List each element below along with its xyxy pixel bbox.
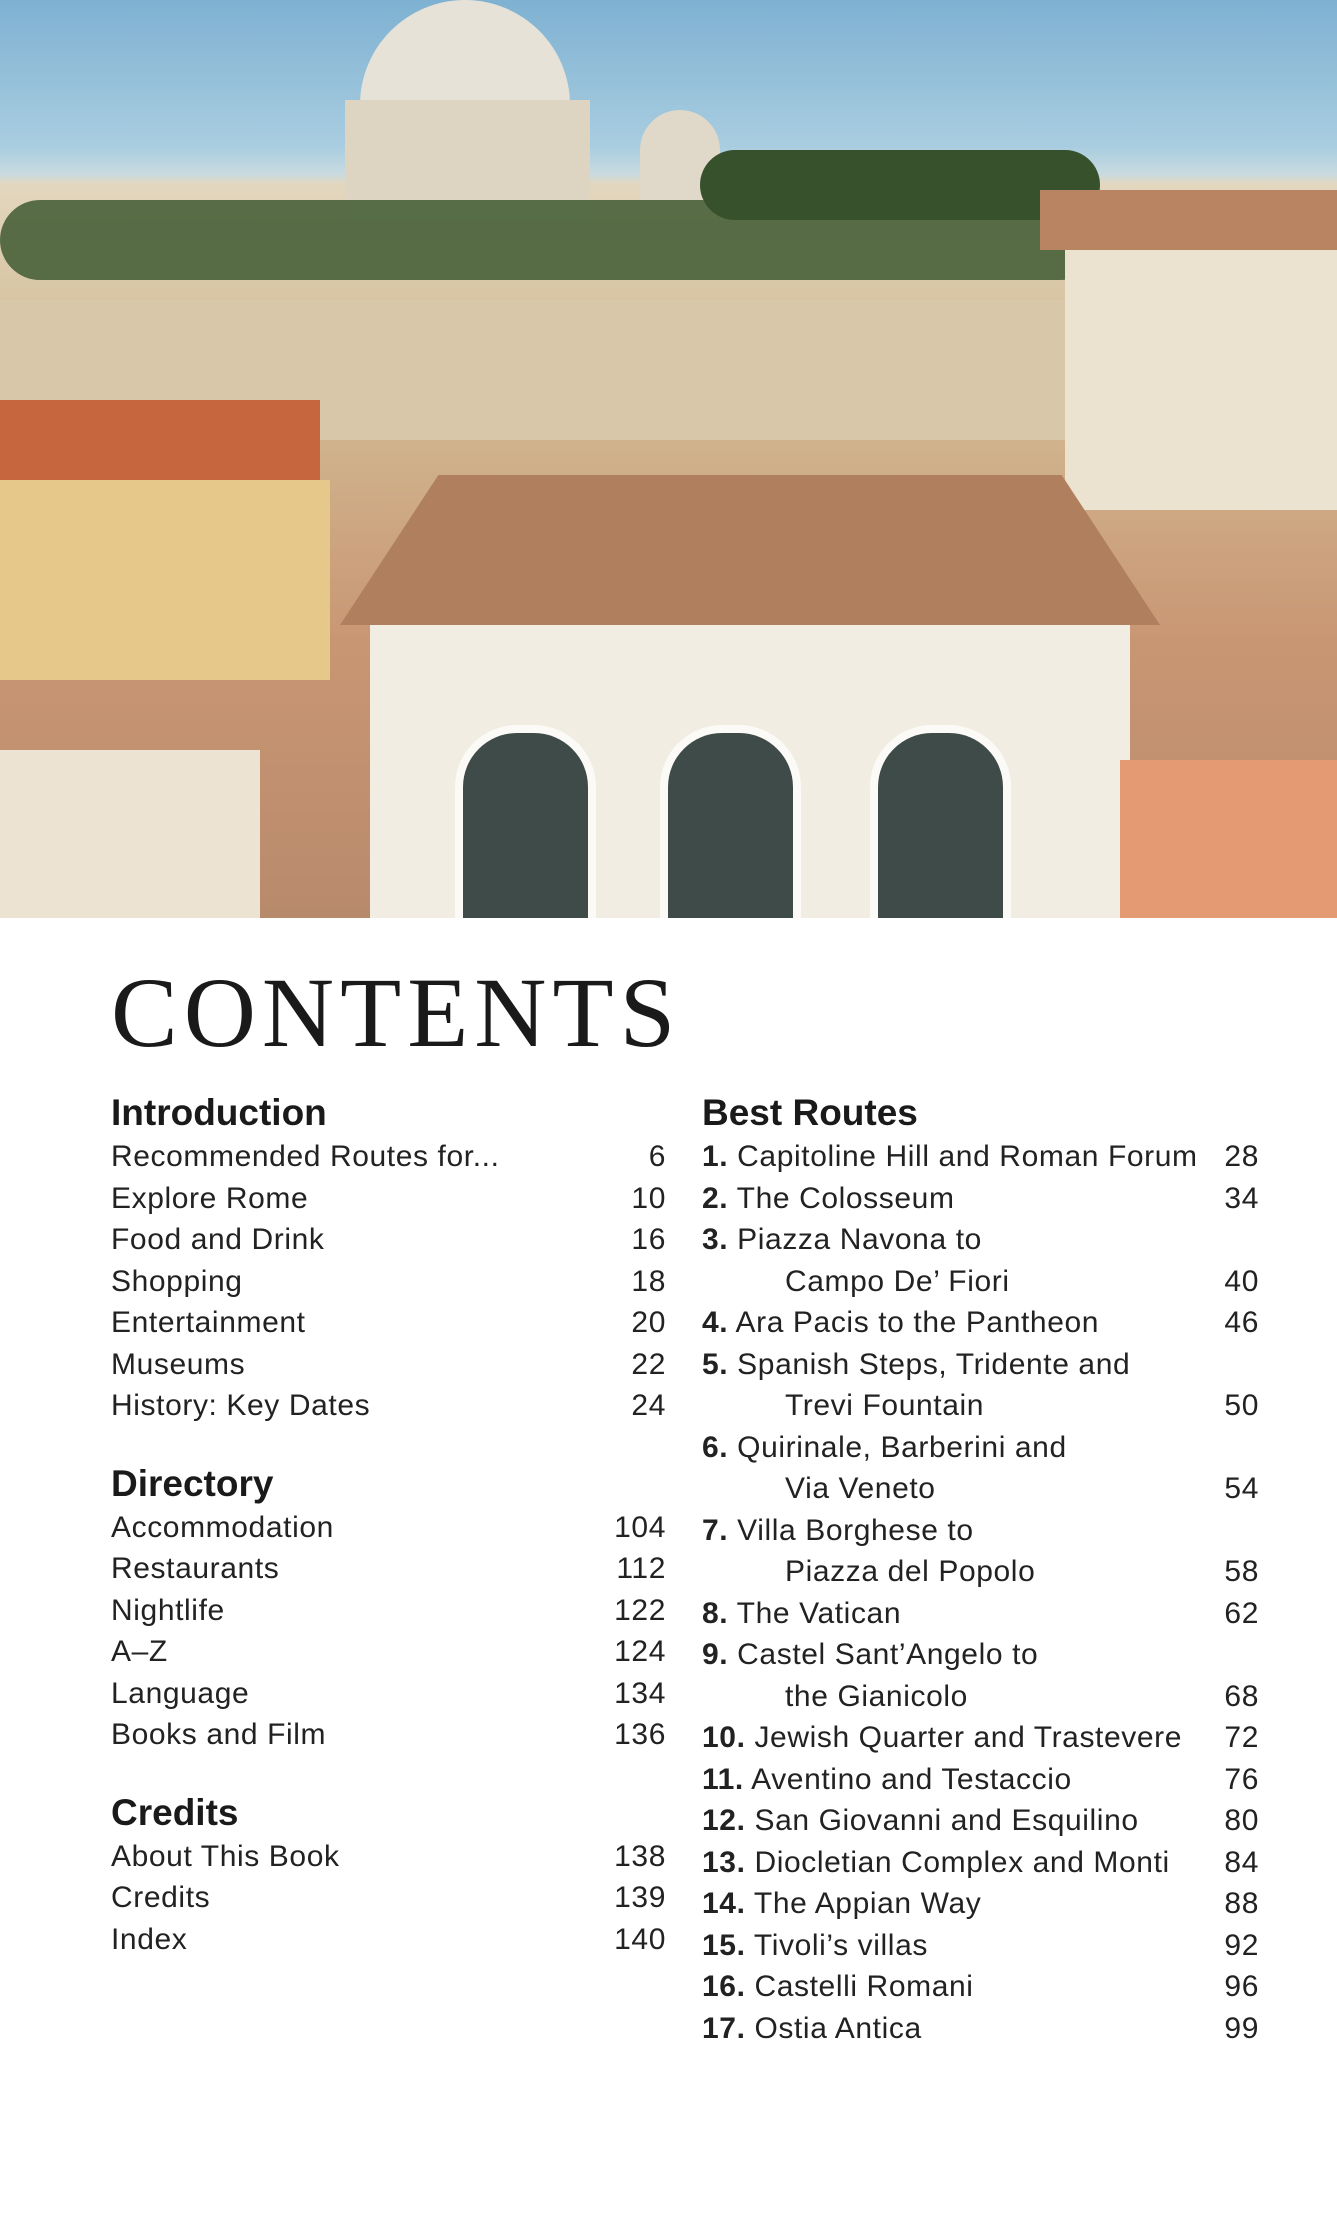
toc-entry[interactable] bbox=[111, 1673, 666, 1715]
entry-label: About This Book bbox=[111, 1839, 340, 1873]
entry-page: 124 bbox=[614, 1635, 666, 1668]
entry-label: Books and Film bbox=[111, 1718, 327, 1751]
route-entry[interactable] bbox=[702, 1510, 1259, 1552]
toc-entry[interactable] bbox=[111, 1136, 666, 1178]
entry-label: Shopping bbox=[111, 1264, 243, 1298]
route-number: 4. bbox=[702, 1306, 729, 1339]
entry-label: Recommended Routes for... bbox=[111, 1140, 500, 1173]
route-label: Tivoli’s villas bbox=[753, 1928, 928, 1962]
route-number: 15. bbox=[702, 1928, 746, 1962]
section-heading: Introduction bbox=[111, 1092, 327, 1133]
entry-label: A–Z bbox=[111, 1635, 168, 1668]
route-page: 54 bbox=[1224, 1472, 1259, 1505]
entry-page: 22 bbox=[631, 1347, 666, 1381]
route-label: Jewish Quarter and Trastevere bbox=[754, 1721, 1183, 1754]
route-label: Villa Borghese to bbox=[737, 1513, 974, 1547]
route-entry[interactable] bbox=[702, 1759, 1259, 1801]
route-number: 2. bbox=[702, 1181, 729, 1215]
entry-page: 136 bbox=[614, 1718, 666, 1751]
entry-label: History: Key Dates bbox=[111, 1389, 371, 1422]
route-page: 62 bbox=[1224, 1596, 1259, 1630]
tower bbox=[1065, 230, 1337, 510]
route-label: San Giovanni and Esquilino bbox=[754, 1804, 1139, 1837]
toc-entry[interactable] bbox=[111, 1385, 666, 1427]
entry-page: 18 bbox=[631, 1264, 666, 1298]
entry-page: 140 bbox=[614, 1922, 666, 1956]
route-label: Spanish Steps, Tridente and bbox=[737, 1347, 1131, 1381]
route-page: 50 bbox=[1224, 1389, 1259, 1422]
yellow-building bbox=[0, 480, 330, 680]
route-number: 11. bbox=[702, 1762, 744, 1796]
section-gap bbox=[111, 1756, 666, 1790]
toc-entry[interactable] bbox=[111, 1261, 666, 1303]
entry-label: Credits bbox=[111, 1881, 211, 1914]
route-number: 10. bbox=[702, 1721, 746, 1754]
rome-rooftops-photo bbox=[0, 0, 1337, 918]
entry-page: 112 bbox=[616, 1552, 666, 1585]
route-label: Piazza Navona to bbox=[737, 1223, 982, 1256]
route-number: 8. bbox=[702, 1596, 729, 1630]
route-entry[interactable] bbox=[702, 1966, 1259, 2008]
entry-label: Accommodation bbox=[111, 1510, 334, 1544]
entry-page: 24 bbox=[631, 1389, 666, 1422]
route-label: Diocletian Complex and Monti bbox=[754, 1845, 1170, 1879]
route-entry[interactable] bbox=[702, 1302, 1259, 1344]
route-number: 12. bbox=[702, 1804, 746, 1837]
toc-left-column bbox=[111, 1090, 666, 1960]
arched-window bbox=[660, 725, 801, 918]
entry-label: Language bbox=[111, 1676, 250, 1710]
entry-page: 6 bbox=[648, 1140, 666, 1173]
route-entry[interactable] bbox=[702, 1842, 1259, 1884]
toc-entry[interactable] bbox=[111, 1836, 666, 1878]
route-label-continued: Campo De’ Fiori bbox=[785, 1264, 1010, 1298]
route-page: 34 bbox=[1224, 1181, 1259, 1215]
route-number: 14. bbox=[702, 1887, 746, 1920]
tiled-roof bbox=[340, 475, 1160, 625]
route-label: Aventino and Testaccio bbox=[751, 1762, 1072, 1796]
route-label: Castel Sant’Angelo to bbox=[737, 1638, 1039, 1671]
route-entry[interactable] bbox=[702, 1427, 1259, 1469]
route-page: 80 bbox=[1224, 1804, 1259, 1837]
toc-entry[interactable] bbox=[111, 1219, 666, 1261]
route-entry[interactable] bbox=[702, 2008, 1259, 2050]
route-label: Quirinale, Barberini and bbox=[737, 1430, 1067, 1464]
route-entry[interactable] bbox=[702, 1178, 1259, 1220]
route-label: Ostia Antica bbox=[754, 2011, 922, 2045]
dome bbox=[360, 0, 570, 110]
entry-label: Index bbox=[111, 1922, 188, 1956]
route-entry[interactable] bbox=[702, 1136, 1259, 1178]
toc-entry[interactable] bbox=[111, 1548, 666, 1590]
route-label: Ara Pacis to the Pantheon bbox=[735, 1306, 1100, 1339]
route-entry[interactable] bbox=[702, 1219, 1259, 1261]
route-page: 76 bbox=[1224, 1762, 1259, 1796]
route-label-continued: Piazza del Popolo bbox=[785, 1555, 1036, 1588]
route-number: 17. bbox=[702, 2011, 746, 2045]
arched-window bbox=[455, 725, 596, 918]
route-page: 40 bbox=[1224, 1264, 1259, 1298]
route-label: Capitoline Hill and Roman Forum bbox=[737, 1140, 1198, 1173]
route-entry[interactable] bbox=[702, 1551, 1259, 1593]
route-page: 72 bbox=[1224, 1721, 1259, 1754]
route-page: 88 bbox=[1224, 1887, 1259, 1920]
route-page: 68 bbox=[1224, 1679, 1259, 1713]
route-page: 28 bbox=[1224, 1140, 1259, 1173]
roof bbox=[0, 400, 320, 480]
route-entry[interactable] bbox=[702, 1634, 1259, 1676]
toc-entry[interactable] bbox=[111, 1877, 666, 1919]
route-label: The Colosseum bbox=[736, 1181, 955, 1215]
route-entry[interactable] bbox=[702, 1593, 1259, 1635]
left-building bbox=[0, 750, 260, 918]
toc-entry[interactable] bbox=[111, 1344, 666, 1386]
entry-page: 134 bbox=[614, 1676, 666, 1710]
page-title: CONTENTS bbox=[111, 957, 682, 1068]
route-entry[interactable] bbox=[702, 1676, 1259, 1718]
route-label-continued: Via Veneto bbox=[785, 1472, 936, 1505]
route-entry[interactable] bbox=[702, 1468, 1259, 1510]
section-heading: Best Routes bbox=[702, 1092, 918, 1133]
route-number: 16. bbox=[702, 1970, 746, 2003]
toc-entry[interactable] bbox=[111, 1507, 666, 1549]
route-label: Castelli Romani bbox=[754, 1970, 974, 2003]
route-entry[interactable] bbox=[702, 1261, 1259, 1303]
entry-page: 20 bbox=[631, 1306, 666, 1339]
route-page: 96 bbox=[1224, 1970, 1259, 2003]
route-page: 58 bbox=[1224, 1555, 1259, 1588]
entry-label: Food and Drink bbox=[111, 1223, 325, 1256]
toc-best-routes-column bbox=[702, 1090, 1259, 2049]
entry-label: Restaurants bbox=[111, 1552, 280, 1585]
route-entry[interactable] bbox=[702, 1344, 1259, 1386]
route-page: 46 bbox=[1224, 1306, 1259, 1339]
entry-label: Nightlife bbox=[111, 1593, 225, 1627]
route-number: 13. bbox=[702, 1845, 746, 1879]
route-label-continued: Trevi Fountain bbox=[785, 1389, 985, 1422]
route-label: The Appian Way bbox=[753, 1887, 982, 1920]
route-label-continued: the Gianicolo bbox=[785, 1679, 968, 1713]
route-label: The Vatican bbox=[736, 1596, 902, 1630]
toc-entry[interactable] bbox=[111, 1178, 666, 1220]
toc-entry[interactable] bbox=[111, 1302, 666, 1344]
route-page: 99 bbox=[1224, 2011, 1259, 2045]
route-number: 1. bbox=[702, 1140, 729, 1173]
section-heading: Credits bbox=[111, 1791, 239, 1833]
toc-entry[interactable] bbox=[111, 1590, 666, 1632]
toc-entry[interactable] bbox=[111, 1714, 666, 1756]
entry-page: 138 bbox=[614, 1839, 666, 1873]
route-entry[interactable] bbox=[702, 1800, 1259, 1842]
entry-label: Explore Rome bbox=[111, 1181, 309, 1215]
toc-entry[interactable] bbox=[111, 1631, 666, 1673]
route-entry[interactable] bbox=[702, 1883, 1259, 1925]
entry-page: 139 bbox=[614, 1881, 666, 1914]
route-number: 5. bbox=[702, 1347, 729, 1381]
entry-label: Entertainment bbox=[111, 1306, 306, 1339]
section-heading: Directory bbox=[111, 1462, 274, 1504]
entry-page: 104 bbox=[614, 1510, 666, 1544]
route-number: 7. bbox=[702, 1513, 729, 1547]
section-gap bbox=[111, 1427, 666, 1461]
route-entry[interactable] bbox=[702, 1717, 1259, 1759]
route-number: 6. bbox=[702, 1430, 729, 1464]
route-entry[interactable] bbox=[702, 1385, 1259, 1427]
entry-label: Museums bbox=[111, 1347, 246, 1381]
route-page: 92 bbox=[1224, 1928, 1259, 1962]
route-number: 3. bbox=[702, 1223, 729, 1256]
entry-page: 10 bbox=[631, 1181, 666, 1215]
entry-page: 16 bbox=[631, 1223, 666, 1256]
route-page: 84 bbox=[1224, 1845, 1259, 1879]
entry-page: 122 bbox=[614, 1593, 666, 1627]
toc-entry[interactable] bbox=[111, 1919, 666, 1961]
arched-window bbox=[870, 725, 1011, 918]
orange-building bbox=[1120, 760, 1337, 918]
tower-roof bbox=[1040, 190, 1337, 250]
route-entry[interactable] bbox=[702, 1925, 1259, 1967]
route-number: 9. bbox=[702, 1638, 729, 1671]
